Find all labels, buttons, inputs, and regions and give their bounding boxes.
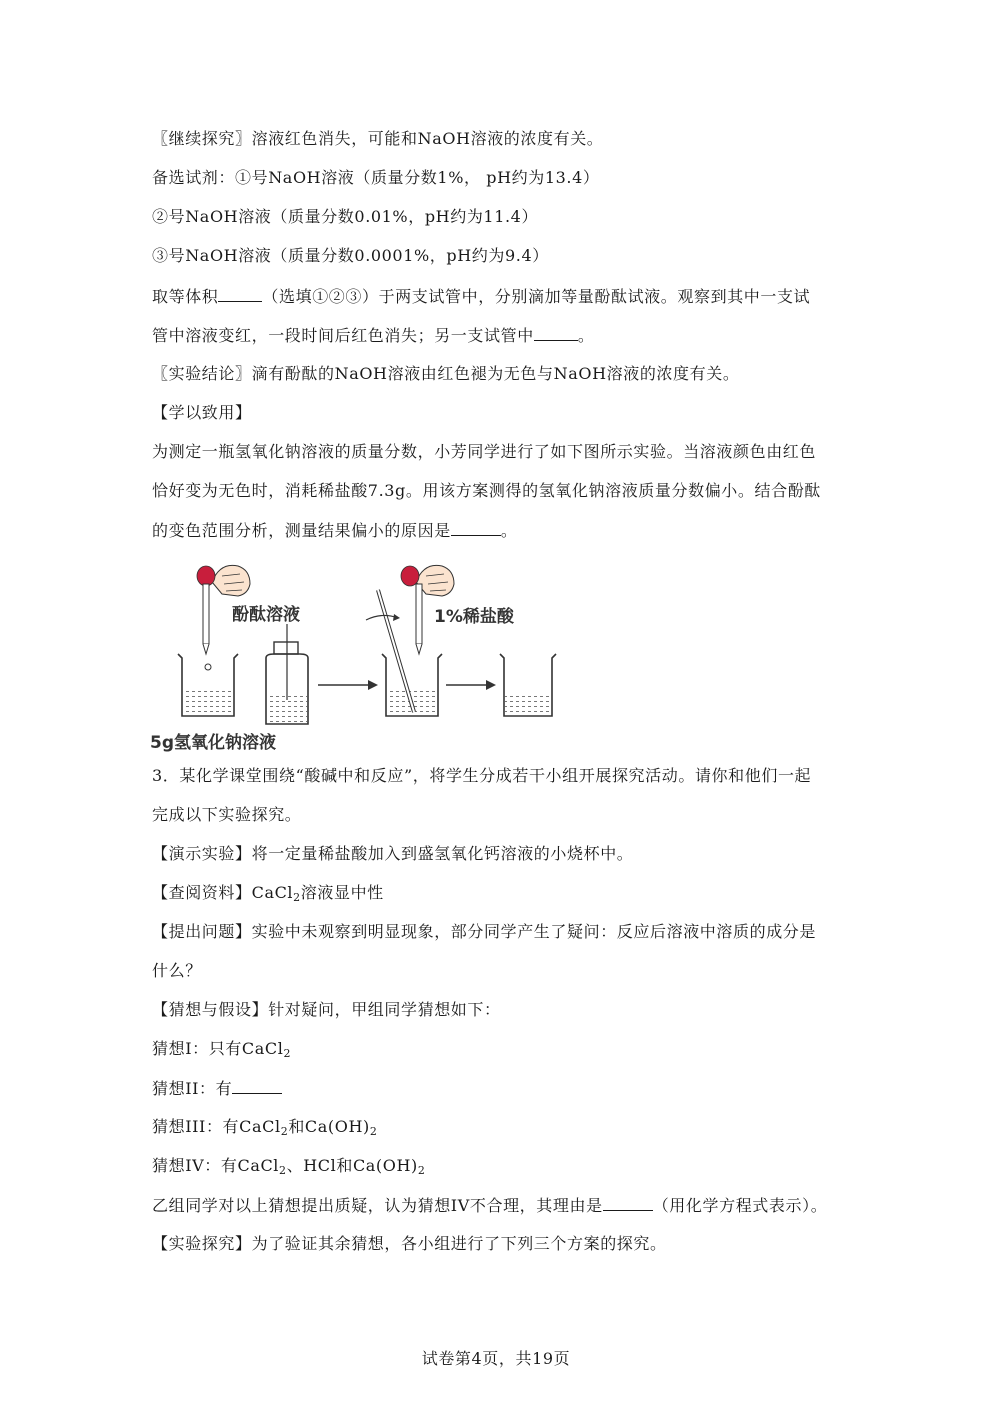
hand-icon: [401, 565, 454, 596]
fill-line-2: [152, 324, 594, 347]
apply-line-2: 恰好变为无色时，消耗稀盐酸7.3g。用该方案测得的氢氧化钠溶液质量分数偏小。结合酚酞: [152, 481, 821, 500]
exploration-line: 【实验探究】为了验证其余猜想，各小组进行了下列三个方案的探究。: [152, 1234, 667, 1253]
question-line-1: 【提出问题】实验中未观察到明显现象，部分同学产生了疑问：反应后溶液中溶质的成分是: [152, 922, 817, 941]
beaker-3-icon: [500, 654, 556, 716]
subscript: 2: [279, 1164, 287, 1177]
apply-line-1: 为测定一瓶氢氧化钠溶液的质量分数，小芳同学进行了如下图所示实验。当溶液颜色由红色: [152, 442, 817, 461]
dropper-icon: [203, 584, 209, 654]
fill-line-2-text-b: 。: [577, 326, 595, 345]
reagent-line-3: ③号NaOH溶液（质量分数0.0001%，pH约为9.4）: [152, 246, 549, 265]
arrow-right-icon: [446, 680, 496, 690]
guess-3-text-b: 和Ca(OH): [288, 1117, 370, 1136]
fill-line-1-text-b: （选填①②③）于两支试管中，分别滴加等量酚酞试液。观察到其中一支试: [262, 287, 811, 306]
subscript: 2: [293, 891, 301, 904]
lookup-line: [152, 882, 384, 909]
beaker-2-icon: [366, 590, 442, 716]
reason-line: [152, 1194, 827, 1217]
guess-3-text-a: 猜想III：有CaCl: [152, 1117, 281, 1136]
conclusion-line: 〖实验结论〗滴有酚酞的NaOH溶液由红色褪为无色与NaOH溶液的浓度有关。: [152, 364, 740, 383]
dropper-icon: [416, 584, 422, 654]
phenolphthalein-label: 酚酞溶液: [232, 605, 300, 625]
arrow-right-icon: [318, 680, 378, 690]
dilute-hcl-label: 1%稀盐酸: [434, 607, 514, 627]
subscript: 2: [280, 1125, 289, 1138]
continue-explore-line: 〖继续探究〗溶液红色消失，可能和NaOH溶液的浓度有关。: [152, 129, 604, 148]
question-3-line-2: 完成以下实验探究。: [152, 805, 302, 824]
fill-line-1: [152, 285, 810, 308]
guess-4-text-a: 猜想IV：有CaCl: [152, 1156, 280, 1175]
answer-blank-3[interactable]: [451, 519, 501, 536]
lookup-text-a: 【查阅资料】CaCl: [152, 883, 294, 902]
apply-line-3: [152, 519, 517, 542]
experiment-diagram: [150, 554, 570, 754]
reagent-line-2: ②号NaOH溶液（质量分数0.01%，pH约为11.4）: [152, 207, 539, 226]
subscript: 2: [417, 1164, 426, 1177]
guess-2: [152, 1077, 282, 1100]
answer-blank-5[interactable]: [603, 1194, 653, 1211]
reason-text-a: 乙组同学对以上猜想提出质疑，认为猜想IV不合理，其理由是: [152, 1196, 603, 1215]
guess-2-text: 猜想II：有: [152, 1079, 233, 1098]
subscript: 2: [369, 1125, 378, 1138]
naoh-sample-label: 5g氢氧化钠溶液: [150, 733, 276, 753]
guess-1-text: 猜想I：只有CaCl: [152, 1039, 284, 1058]
guess-1: [152, 1038, 291, 1065]
question-3-line-1: 3．某化学课堂围绕“酸碱中和反应”，将学生分成若干小组开展探究活动。请你和他们一起: [152, 766, 812, 785]
answer-blank-4[interactable]: [232, 1077, 282, 1094]
lookup-text-b: 溶液显中性: [300, 883, 384, 902]
question-line-2: 什么？: [152, 961, 202, 980]
experiment-figure: [150, 554, 570, 754]
reagent-line-1: 备选试剂：①号NaOH溶液（质量分数1%， pH约为13.4）: [152, 168, 600, 187]
reason-text-b: （用化学方程式表示）。: [652, 1196, 828, 1215]
apply-heading: 【学以致用】: [152, 403, 252, 422]
fill-line-2-text-a: 管中溶液变红，一段时间后红色消失；另一支试管中: [152, 326, 534, 345]
answer-blank-1[interactable]: [218, 285, 262, 302]
beaker-1-icon: [178, 654, 238, 716]
reagent-bottle-icon: [266, 624, 308, 724]
apply-line-3-text: 的变色范围分析，测量结果偏小的原因是: [152, 521, 451, 540]
apply-line-3-end: 。: [500, 521, 518, 540]
fill-line-1-text-a: 取等体积: [152, 287, 219, 306]
guess-4-text-b: 、HCl和Ca(OH): [286, 1156, 418, 1175]
hypothesis-heading: 【猜想与假设】针对疑问，甲组同学猜想如下：: [152, 1000, 501, 1019]
guess-3: [152, 1116, 377, 1143]
demo-experiment-line: 【演示实验】将一定量稀盐酸加入到盛氢氧化钙溶液的小烧杯中。: [152, 844, 634, 863]
page-footer: 试卷第4页，共19页: [421, 1349, 571, 1368]
guess-4: [152, 1155, 426, 1182]
answer-blank-2[interactable]: [534, 324, 578, 341]
subscript: 2: [283, 1047, 292, 1060]
